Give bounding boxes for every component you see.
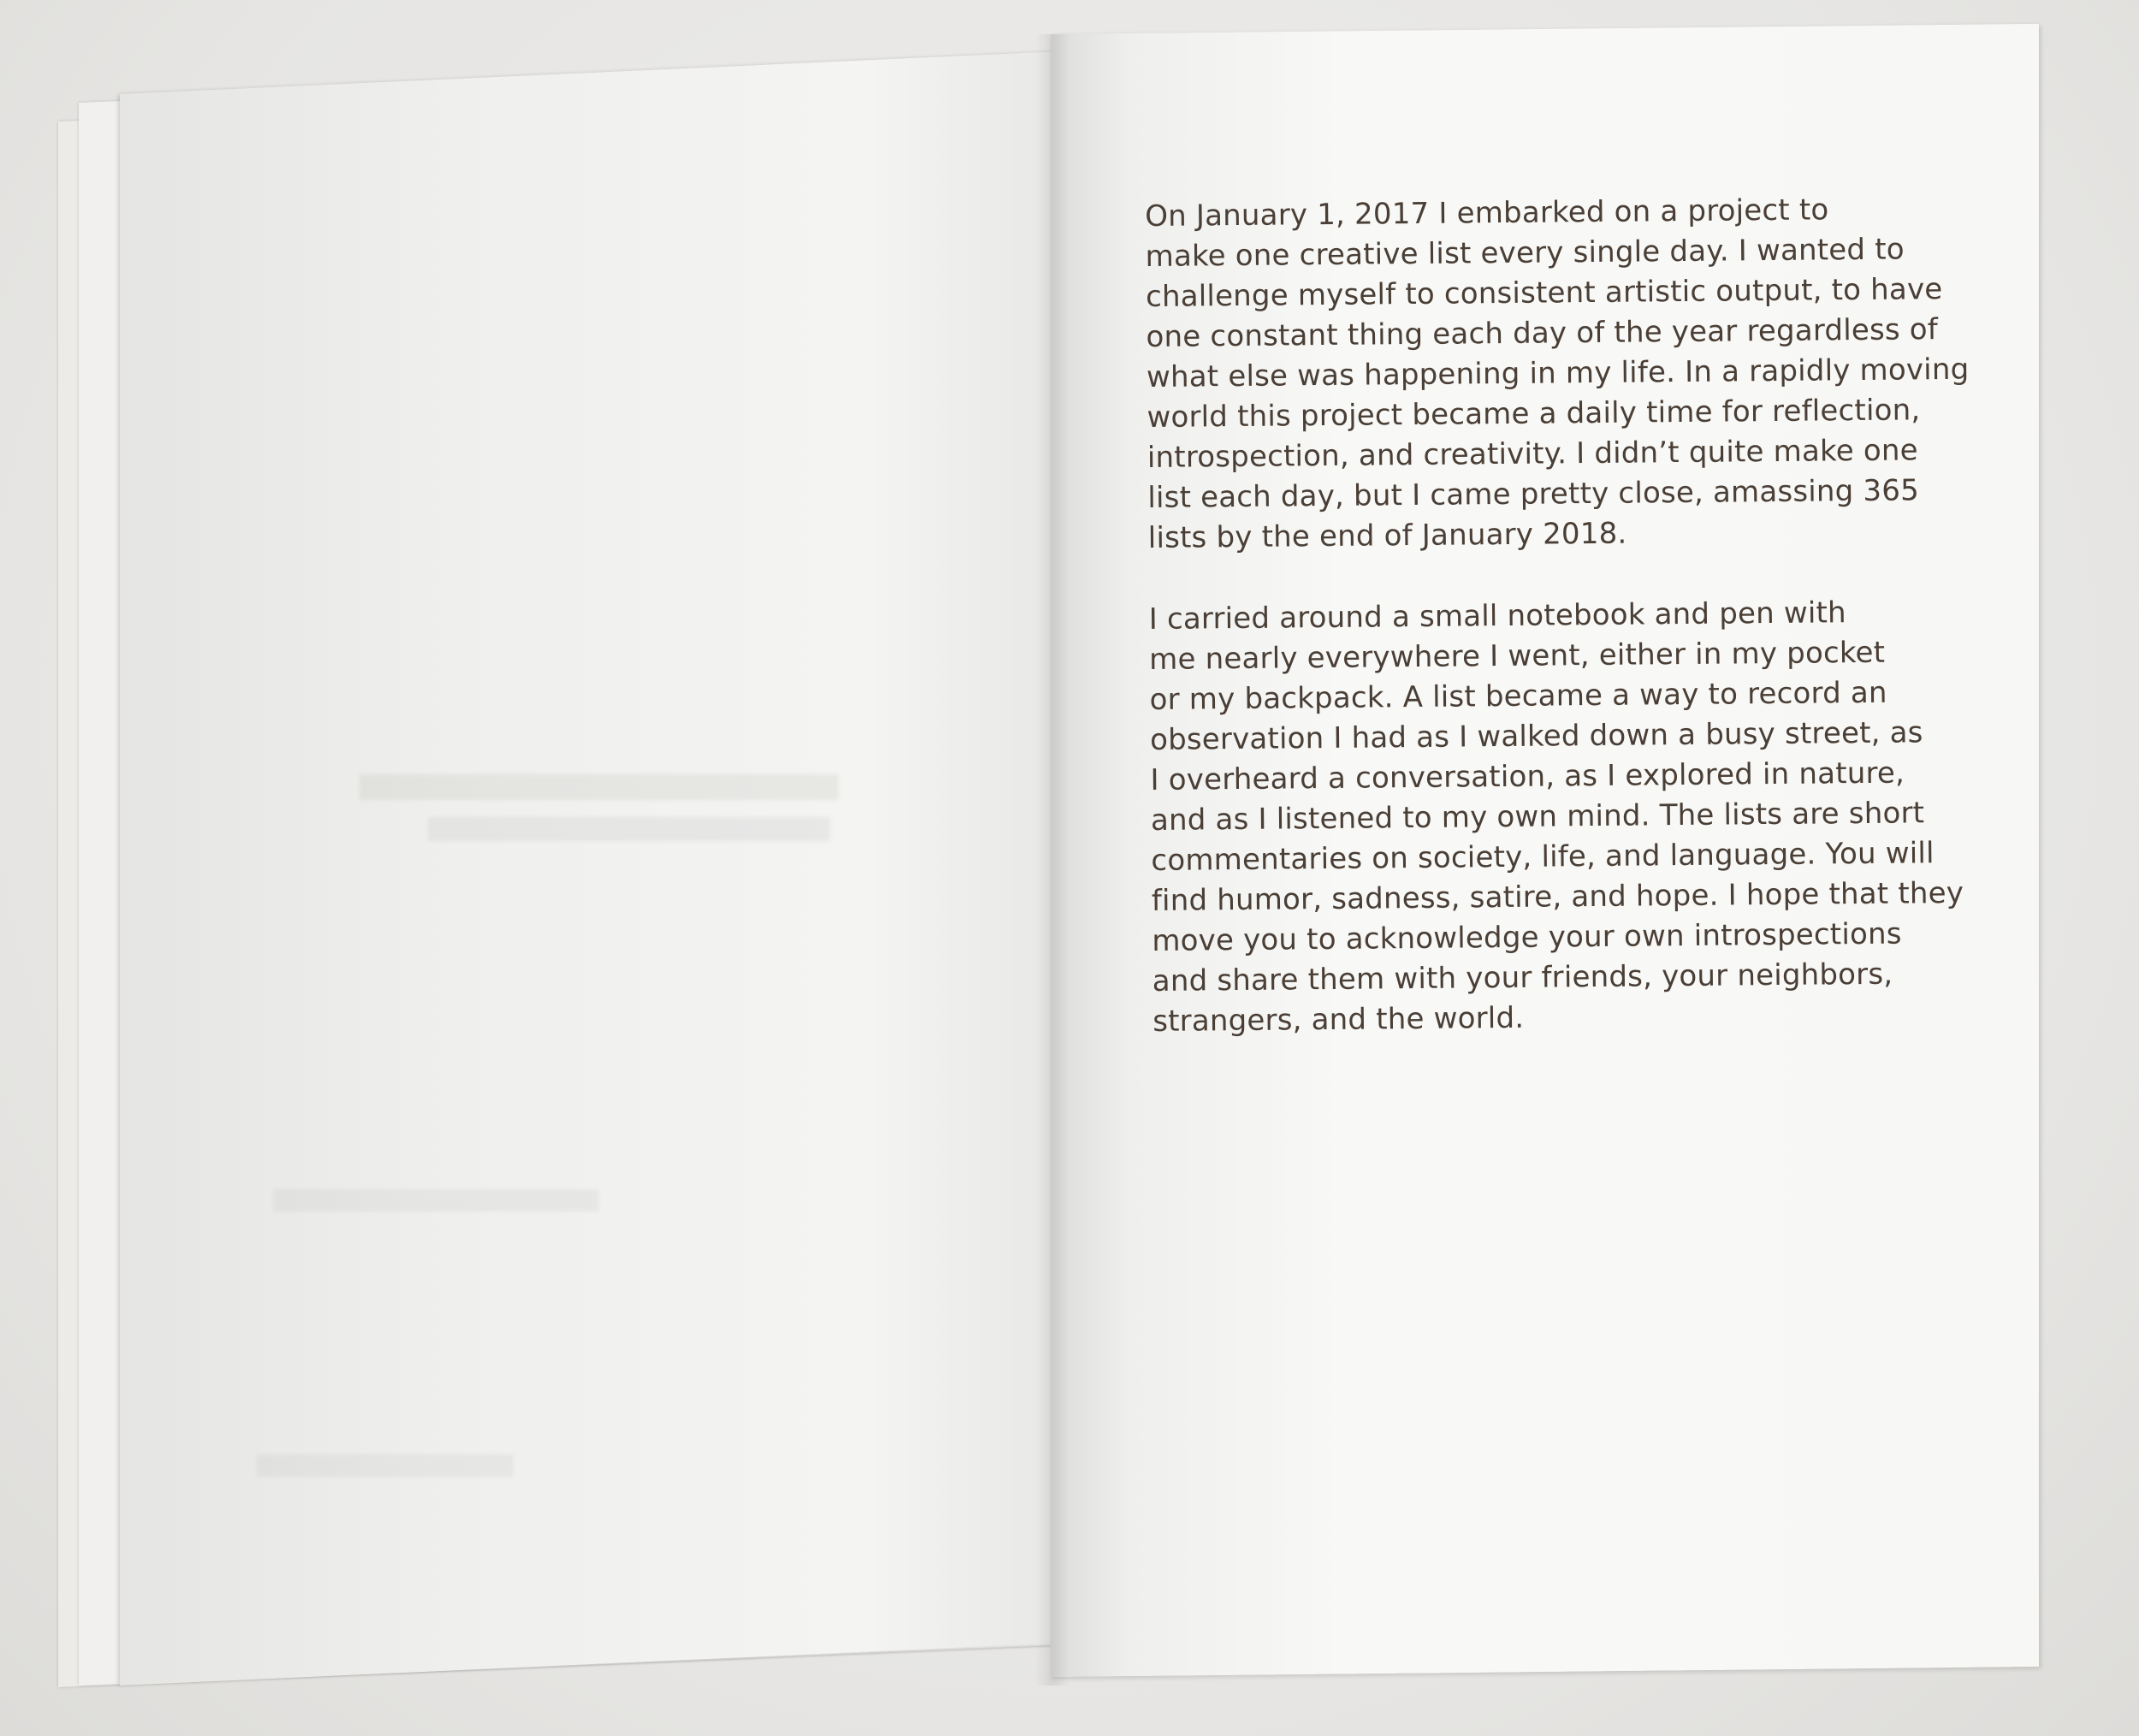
text-line: list each day, but I came pretty close, amassing 365 xyxy=(1147,473,1920,515)
text-line: strangers, and the world. xyxy=(1152,1000,1525,1039)
text-line: lists by the end of January 2018. xyxy=(1147,516,1627,555)
show-through-mark xyxy=(428,817,830,841)
show-through-mark xyxy=(257,1455,513,1477)
text-line: and as I listened to my own mind. The lists are short xyxy=(1150,796,1925,838)
show-through-mark xyxy=(359,774,838,800)
paragraph-2 xyxy=(1149,591,2043,1042)
text-line: and share them with your friends, your neighbors, xyxy=(1152,957,1893,998)
text-line: what else was happening in my life. In a rapidly moving xyxy=(1146,352,1970,394)
text-line: introspection, and creativity. I didn’t quite make one xyxy=(1147,433,1918,475)
book-gutter xyxy=(1035,34,1070,1686)
show-through-mark xyxy=(274,1189,599,1212)
text-line: I overheard a conversation, as I explored in nature, xyxy=(1150,755,1905,797)
text-line: make one creative list every single day. I wanted to xyxy=(1145,232,1905,274)
text-line: find humor, sadness, satire, and hope. I hope that they xyxy=(1151,875,1964,918)
intro-text xyxy=(1145,188,2042,1042)
text-line: observation I had as I walked down a busy street, as xyxy=(1149,715,1923,757)
text-line: world this project became a daily time for reflection, xyxy=(1147,393,1921,435)
text-line: I carried around a small notebook and pen with xyxy=(1148,595,1846,637)
text-line: me nearly everywhere I went, either in my pocket xyxy=(1149,635,1886,677)
text-line: commentaries on society, life, and language. You will xyxy=(1151,836,1935,878)
text-line: one constant thing each day of the year regardless of xyxy=(1146,312,1939,354)
left-page xyxy=(120,52,1052,1686)
text-line: challenge myself to consistent artistic output, to have xyxy=(1145,272,1943,314)
text-line: or my backpack. A list became a way to record an xyxy=(1149,675,1887,717)
paragraph-1 xyxy=(1145,188,2038,559)
text-line: move you to acknowledge your own introspections xyxy=(1152,916,1902,958)
text-line: On January 1, 2017 I embarked on a project to xyxy=(1145,193,1829,234)
